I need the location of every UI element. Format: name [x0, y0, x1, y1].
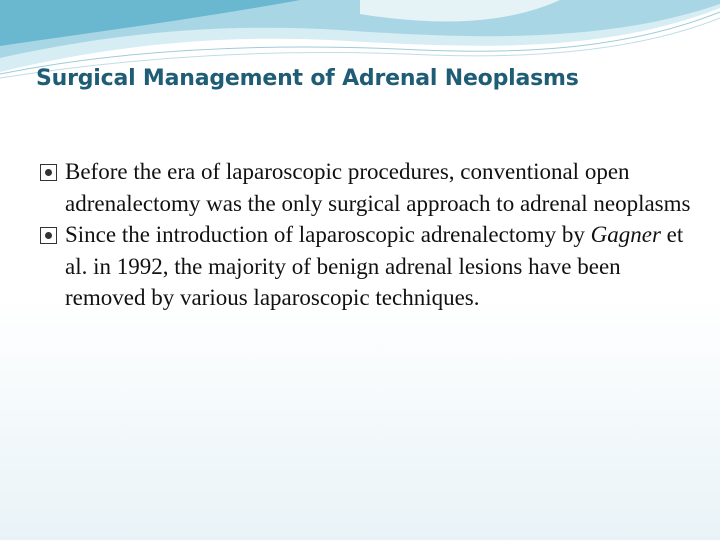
bullet-item [40, 219, 700, 314]
bullet-text-after: et al. in 1992, the majority of benign adrenal lesions have been removed by various laparoscopic techniques. [65, 222, 684, 310]
bullet-list [40, 156, 700, 314]
bullet-text: Before the era of laparoscopic procedures, conventional open adrenalectomy was the only surgical approach to adrenal neoplasms [65, 159, 691, 216]
author-name-emphasis: Gagner [590, 222, 661, 247]
slide-title: Surgical Management of Adrenal Neoplasms [36, 66, 579, 91]
replacement-character-box-icon [40, 227, 57, 244]
replacement-character-box-icon [40, 164, 57, 181]
bullet-item [40, 156, 700, 219]
bullet-text-before: Since the introduction of laparoscopic adrenalectomy by [65, 222, 591, 247]
